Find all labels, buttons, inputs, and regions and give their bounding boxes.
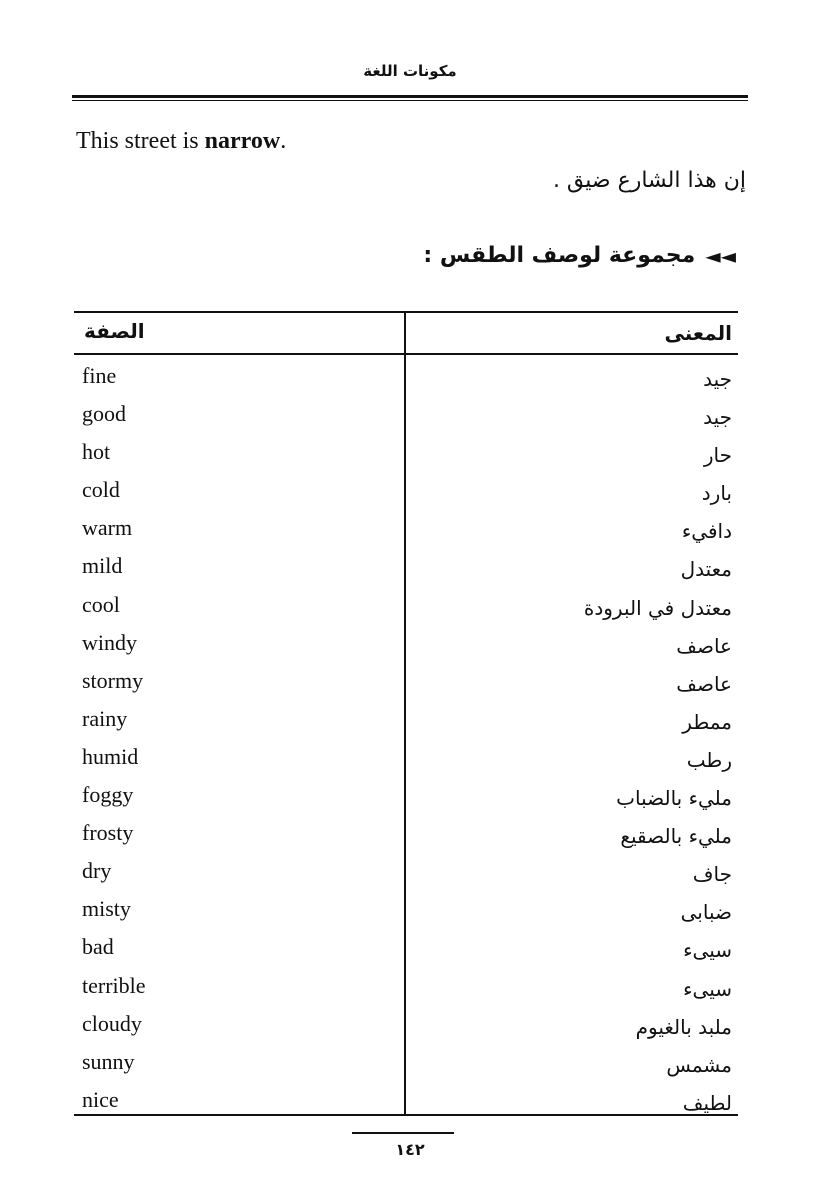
table-row	[74, 628, 738, 666]
double-chevron-icon: ◄◄	[705, 243, 736, 268]
adjective-english: hot	[82, 439, 111, 465]
adjective-english: warm	[82, 515, 133, 541]
adjective-arabic-meaning: بارد	[701, 481, 732, 506]
adjective-english: bad	[82, 934, 114, 960]
table-row	[74, 513, 738, 551]
page-number: ١٤٢	[395, 1140, 425, 1159]
adjective-english: nice	[82, 1086, 119, 1112]
adjective-english: dry	[82, 858, 112, 884]
adjective-arabic-meaning: جيد	[703, 367, 732, 391]
adjective-arabic-meaning: مليء بالصقيع	[620, 824, 732, 849]
adjective-arabic-meaning: ممطر	[682, 709, 732, 734]
adjective-english: foggy	[82, 782, 134, 808]
adjective-arabic-meaning: حار	[703, 443, 732, 468]
weather-adjectives-table	[74, 311, 738, 1117]
adjective-english: sunny	[82, 1048, 135, 1074]
table-top-rule	[74, 311, 738, 313]
adjective-arabic-meaning: لطيف	[682, 1090, 732, 1115]
example-en-suffix: .	[280, 128, 287, 154]
adjective-english: cloudy	[82, 1010, 142, 1036]
adjective-arabic-meaning: معتدل في البرودة	[583, 595, 732, 620]
example-arabic: إن هذا الشارع ضيق .	[552, 168, 746, 193]
table-row	[74, 780, 738, 818]
adjective-english: frosty	[82, 820, 134, 846]
example-english	[76, 128, 286, 155]
adjective-english: cool	[82, 591, 120, 617]
adjective-arabic-meaning: دافيء	[681, 519, 732, 544]
table-row	[74, 1009, 738, 1047]
table-row	[74, 932, 738, 970]
section-heading-text: مجموعة لوصف الطقس :	[423, 243, 696, 268]
running-header: مكونات اللغة	[363, 62, 457, 80]
adjective-english: mild	[82, 553, 123, 579]
example-en-prefix: This street is	[76, 128, 205, 154]
adjective-arabic-meaning: رطب	[686, 747, 732, 772]
header-rule-thin	[72, 100, 748, 101]
table-row	[74, 361, 738, 399]
table-row	[74, 894, 738, 932]
column-header-meaning: المعنى	[664, 321, 732, 345]
adjective-arabic-meaning: ضبابى	[680, 900, 732, 925]
table-row	[74, 971, 738, 1009]
table-row	[74, 818, 738, 856]
adjective-arabic-meaning: جيد	[703, 405, 732, 430]
footer-rule	[352, 1132, 454, 1134]
adjective-english: stormy	[82, 667, 144, 693]
adjective-arabic-meaning: عاصف	[676, 633, 732, 658]
header-rule-thick	[72, 95, 748, 98]
adjective-english: humid	[82, 743, 139, 769]
table-row	[74, 551, 738, 589]
adjective-arabic-meaning: سيىء	[683, 976, 732, 1001]
column-header-adjective: الصفة	[84, 319, 145, 343]
adjective-arabic-meaning: معتدل	[680, 557, 732, 582]
table-row	[74, 590, 738, 628]
table-row	[74, 704, 738, 742]
adjective-english: rainy	[82, 705, 128, 731]
adjective-english: cold	[82, 477, 120, 503]
adjective-arabic-meaning: مشمس	[666, 1052, 732, 1077]
table-row	[74, 1085, 738, 1123]
adjective-english: good	[82, 401, 126, 427]
table-row	[74, 666, 738, 704]
table-row	[74, 856, 738, 894]
adjective-english: misty	[82, 896, 131, 922]
table-body	[74, 361, 738, 1123]
table-row	[74, 475, 738, 513]
adjective-english: terrible	[82, 972, 146, 998]
adjective-arabic-meaning: عاصف	[676, 671, 732, 696]
table-row	[74, 437, 738, 475]
adjective-arabic-meaning: ملبد بالغيوم	[635, 1014, 732, 1039]
table-row	[74, 742, 738, 780]
table-row	[74, 1047, 738, 1085]
adjective-arabic-meaning: مليء بالضباب	[616, 786, 732, 811]
section-heading	[423, 243, 736, 268]
adjective-arabic-meaning: جاف	[692, 862, 732, 887]
adjective-english: windy	[82, 629, 137, 655]
table-row	[74, 399, 738, 437]
table-header-rule	[74, 353, 738, 355]
adjective-english: fine	[82, 363, 117, 388]
example-en-keyword: narrow	[204, 128, 281, 154]
adjective-arabic-meaning: سيىء	[683, 938, 732, 963]
